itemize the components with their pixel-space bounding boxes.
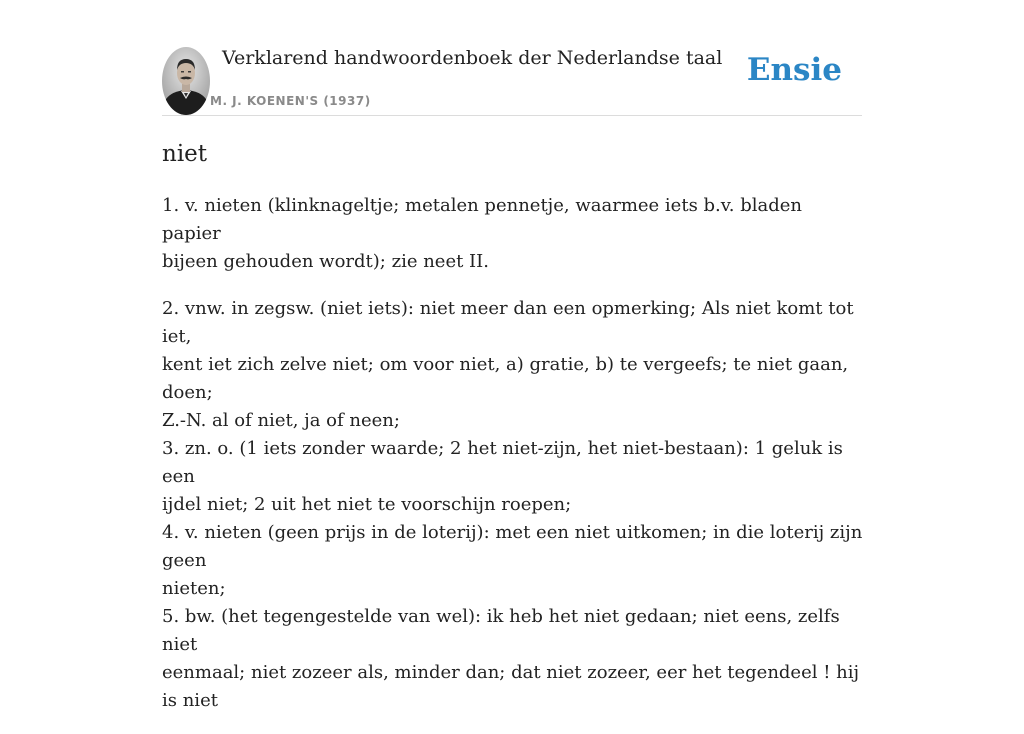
definition-line: ijdel niet; 2 uit het niet te voorschijn roepen;	[162, 494, 572, 515]
dictionary-title: Verklarend handwoordenboek der Nederlandse taal	[222, 47, 723, 69]
definition-line: 4. v. nieten (geen prijs in de loterij): met een niet uitkomen; in die loterij zijn geen	[162, 522, 863, 571]
header	[162, 0, 862, 116]
definition-line: nieten;	[162, 578, 226, 599]
definition-line: eenmaal; niet zozeer als, minder dan; dat niet zozeer, eer het tegendeel ! hij is niet	[162, 662, 860, 711]
entry-definition	[162, 192, 864, 734]
dictionary-subtitle: M. J. KOENEN'S (1937)	[210, 94, 371, 108]
definition-line: kent iet zich zelve niet; om voor niet, a) gratie, b) te vergeefs; te niet gaan, doen;	[162, 354, 849, 403]
definition-paragraph	[162, 192, 864, 276]
page	[162, 0, 863, 711]
definition-line: 5. bw. (het tegengestelde van wel): ik heb het niet gedaan; niet eens, zelfs niet	[162, 606, 840, 655]
definition-line: Z.-N. al of niet, ja of neen;	[162, 410, 400, 431]
brand-logo-link[interactable]: Ensie	[746, 52, 842, 88]
definition-line: 1. v. nieten (klinknageltje; metalen pennetje, waarmee iets b.v. bladen papier	[162, 195, 803, 244]
definition-line: 3. zn. o. (1 iets zonder waarde; 2 het niet-zijn, het niet-bestaan): 1 geluk is een	[162, 438, 843, 487]
definition-line: bijeen gehouden wordt); zie neet II.	[162, 251, 489, 272]
author-portrait-icon	[162, 47, 210, 115]
definition-paragraph	[162, 295, 864, 715]
entry-headword: niet	[162, 141, 208, 167]
definition-line: 2. vnw. in zegsw. (niet iets): niet meer dan een opmerking; Als niet komt tot iet,	[162, 298, 854, 347]
